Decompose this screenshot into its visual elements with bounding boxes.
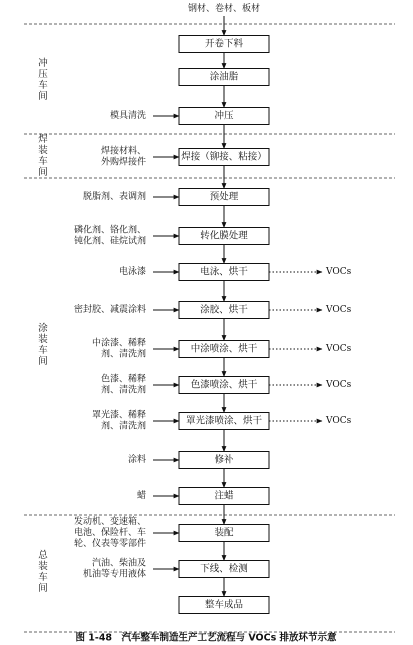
- process-step-label: 整车成品: [204, 599, 244, 611]
- input-material-text: 汽油、柴油及: [91, 558, 146, 569]
- section-label-char: 涂: [38, 323, 48, 334]
- section-label-char: 总: [38, 550, 48, 561]
- input-material-text: 电池、保险杆、车: [73, 528, 146, 538]
- process-step-label: 开卷下料: [204, 38, 244, 50]
- voc-emission-label: VOCs: [326, 267, 352, 277]
- input-material-text: 罩光漆、稀释: [91, 410, 146, 421]
- input-material-text: 模具清洗: [109, 111, 146, 121]
- input-material-text: 焊接材料、: [100, 146, 146, 157]
- section-label-char: 车: [38, 156, 48, 167]
- input-material-text: 磷化剂、铬化剂、: [73, 225, 146, 236]
- process-step-label: 色漆喷涂、烘干: [190, 379, 258, 391]
- input-material-text: 密封胶、减震涂料: [73, 305, 146, 315]
- input-material-text: 蜡: [136, 491, 146, 501]
- input-top-text: 钢材、卷材、板材: [187, 4, 261, 14]
- voc-emission-label: VOCs: [326, 344, 352, 354]
- section-label-char: 焊: [38, 134, 48, 145]
- input-material-text: 中涂漆、稀释: [91, 338, 146, 349]
- input-material-text: 色漆、稀释: [100, 374, 146, 385]
- input-material-text: 电泳漆: [118, 267, 146, 277]
- section-label-char: 装: [38, 334, 48, 345]
- process-step-label: 预处理: [209, 191, 239, 203]
- voc-emission-label: VOCs: [326, 416, 352, 426]
- section-label-char: 车: [38, 80, 48, 91]
- input-material-text: 钝化剂、硅烷试剂: [73, 236, 146, 247]
- section-label-char: 车: [38, 572, 48, 583]
- section-label-char: 装: [38, 561, 48, 572]
- figure-caption: 图 1-48 汽车整车制造生产工艺流程与 VOCs 排放环节示意: [75, 632, 337, 644]
- section-label-char: 间: [38, 91, 48, 102]
- input-material-text: 轮、仪表等零部件: [73, 539, 146, 549]
- process-step-label: 冲压: [214, 110, 234, 122]
- section-label-char: 装: [38, 145, 48, 156]
- process-step-label: 注蜡: [214, 490, 234, 502]
- input-material-text: 剂、清洗剂: [100, 349, 146, 360]
- process-step-label: 修补: [214, 454, 234, 466]
- input-material-text: 剂、清洗剂: [100, 421, 146, 432]
- section-label-char: 间: [38, 356, 48, 367]
- process-step-label: 罩光漆喷涂、烘干: [185, 415, 263, 427]
- voc-emission-label: VOCs: [326, 305, 352, 315]
- section-label-char: 车: [38, 345, 48, 356]
- process-step-label: 装配: [214, 527, 234, 539]
- process-step-label: 涂油脂: [209, 71, 239, 83]
- voc-emission-label: VOCs: [326, 380, 352, 390]
- process-step-label: 转化膜处理: [200, 230, 248, 242]
- input-material-text: 剂、清洗剂: [100, 385, 146, 396]
- process-step-label: 焊接（铆接、粘接）: [181, 151, 267, 163]
- section-label-char: 间: [38, 167, 48, 178]
- process-step-label: 涂胶、烘干: [200, 304, 248, 316]
- section-label-char: 间: [38, 583, 48, 594]
- section-label-char: 冲: [38, 58, 48, 69]
- section-label-char: 压: [38, 69, 48, 80]
- input-material-text: 发动机、变速箱、: [73, 517, 146, 527]
- process-step-label: 中涂喷涂、烘干: [190, 343, 258, 355]
- input-material-text: 外购焊接件: [100, 157, 146, 168]
- process-step-label: 下线、检测: [200, 563, 248, 575]
- input-material-text: 涂料: [127, 455, 146, 465]
- process-step-label: 电泳、烘干: [200, 266, 248, 278]
- input-material-text: 脱脂剂、表调剂: [82, 192, 146, 202]
- input-material-text: 机油等专用液体: [82, 569, 146, 580]
